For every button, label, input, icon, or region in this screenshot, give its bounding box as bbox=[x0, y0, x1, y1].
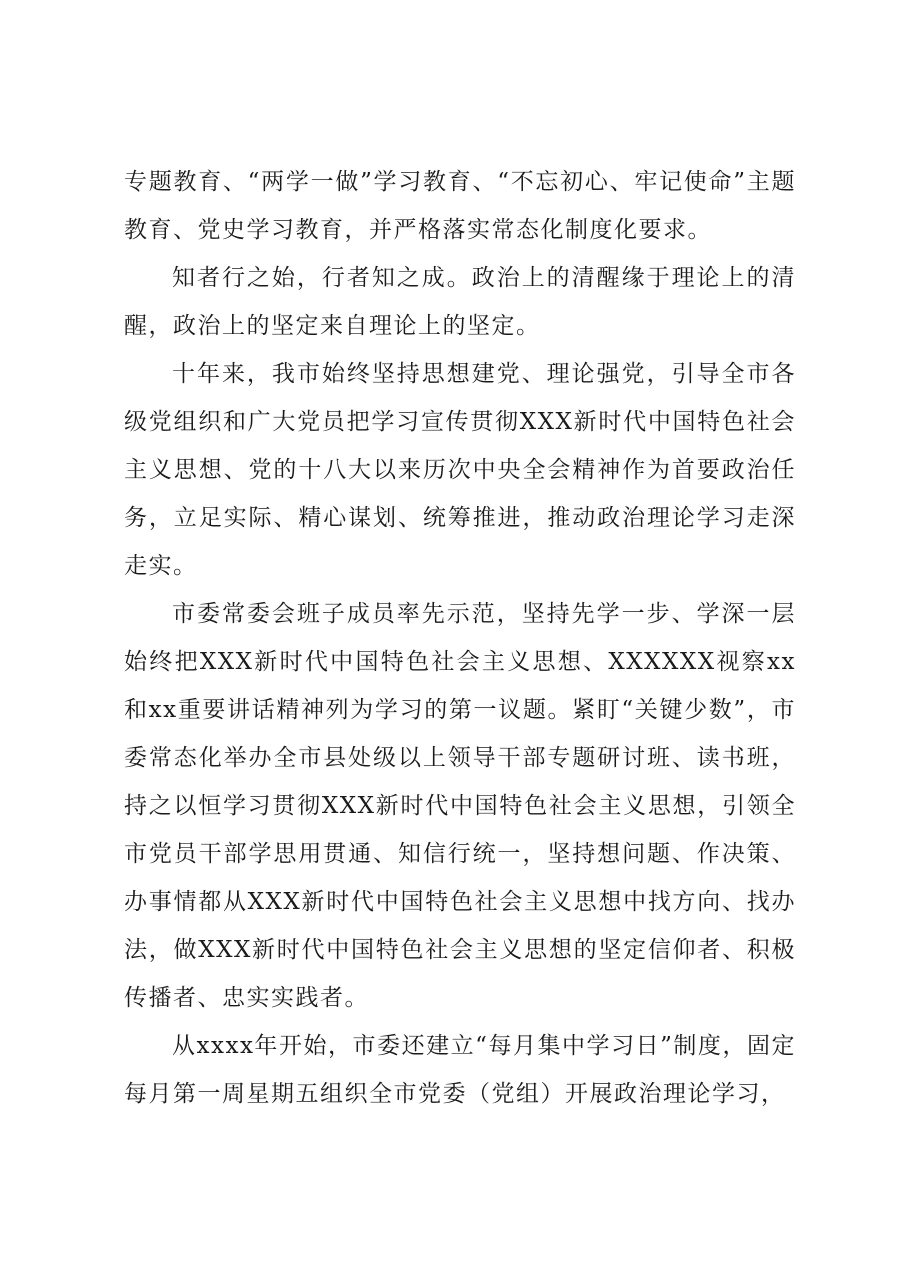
paragraph-5: 从xxxx年开始，市委还建立“每月集中学习日”制度，固定每月第一周星期五组织全市党委（党组）开展政治理论学习， bbox=[124, 1033, 796, 1107]
paragraph-1: 专题教育、“两学一做”学习教育、“不忘初心、牢记使命”主题教育、党史学习教育，并严格落实常态化制度化要求。 bbox=[124, 169, 796, 243]
paragraph-3: 十年来，我市始终坚持思想建党、理论强党，引导全市各级党组织和广大党员把学习宣传贯彻XXX新时代中国特色社会主义思想、党的十八大以来历次中央全会精神作为首要政治任务，立足实际、精心谋划、统筹推进，推动政治理论学习走深走实。 bbox=[124, 361, 796, 579]
document-body bbox=[124, 158, 796, 1118]
paragraph-4: 市委常委会班子成员率先示范，坚持先学一步、学深一层始终把XXX新时代中国特色社会主义思想、XXXXXX视察xx和xx重要讲话精神列为学习的第一议题。紧盯“关键少数”，市委常态化举办全市县处级以上领导干部专题研讨班、读书班，持之以恒学习贯彻XXX新时代中国特色社会主义思想，引领全市党员干部学思用贯通、知信行统一，坚持想问题、作决策、办事情都从XXX新时代中国特色社会主义思想中找方向、找办法，做XXX新时代中国特色社会主义思想的坚定信仰者、积极传播者、忠实实践者。 bbox=[124, 601, 796, 1011]
paragraph-2: 知者行之始，行者知之成。政治上的清醒缘于理论上的清醒，政治上的坚定来自理论上的坚定。 bbox=[124, 265, 796, 339]
